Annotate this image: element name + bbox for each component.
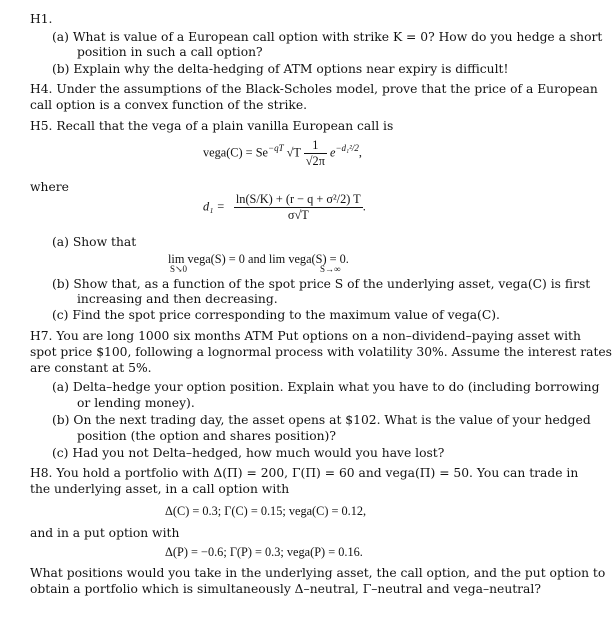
limit-2-subscript: S→∞ xyxy=(320,264,341,274)
h5-question-b-cont: increasing and then decreasing. xyxy=(77,292,278,306)
h1-question-a-cont: position in such a call option? xyxy=(77,45,263,59)
d1-fraction xyxy=(234,192,363,223)
vega-e: e xyxy=(329,145,336,160)
h5-question-c: (c) Find the spot price corresponding to the maximum value of vega(C). xyxy=(52,308,500,322)
h7-question-b: (b) On the next trading day, the asset opens at $102. What is the value of your hedged xyxy=(52,413,591,427)
d1-numerator: ln(S/K) + (r − q + σ²/2) T xyxy=(235,192,361,206)
h1-title: H1. xyxy=(30,12,53,26)
h4-line-1: H4. Under the assumptions of the Black-Scholes model, prove that the price of a European xyxy=(30,82,598,96)
h5-question-a: (a) Show that xyxy=(52,235,137,249)
vega-fraction xyxy=(304,138,327,169)
vega-formula: vega(C) = $Se^{-qT}$ √T $\frac{1}{√2\pi}$ $e^{-d_1^2/2}$, xyxy=(203,138,362,168)
h7-line-2: spot price $100, following a lognormal process with volatility 30%. Assume the interest rates xyxy=(30,345,612,359)
h8-question-1: What positions would you take in the underlying asset, the call option, and the put option to xyxy=(30,566,606,580)
d1-denominator: σ√T xyxy=(287,208,309,222)
h1-question-b: (b) Explain why the delta-hedging of ATM options near expiry is difficult! xyxy=(52,62,509,76)
where-label: where xyxy=(30,180,69,194)
put-intro: and in a put option with xyxy=(30,526,180,540)
d1-formula: d₁ = $\frac{\text{ln(S/K) + (r − q + σ²/2) T}}{\sigma√T}$ . xyxy=(203,192,366,222)
h4-line-2: call option is a convex function of the strike. xyxy=(30,98,308,112)
d1-lhs: d₁ = xyxy=(203,199,225,214)
h7-line-1: H7. You are long 1000 six months ATM Put options on a non–dividend–paying asset with xyxy=(30,329,581,343)
vega-exp: −qT xyxy=(268,143,284,154)
vega-sqrt-t: √T xyxy=(286,145,301,160)
vega-fraction-den: √2π xyxy=(305,154,325,168)
h8-line-2: the underlying asset, in a call option with xyxy=(30,482,290,496)
h8-question-2: obtain a portfolio which is simultaneously Δ–neutral, Γ–neutral and vega–neutral? xyxy=(30,582,541,596)
h8-line-1: H8. You hold a portfolio with Δ(Π) = 200, Γ(Π) = 60 and vega(Π) = 50. You can trade in xyxy=(30,466,579,480)
h5-question-b: (b) Show that, as a function of the spot price S of the underlying asset, vega(C) is first xyxy=(52,277,591,291)
call-greeks: Δ(C) = 0.3; Γ(C) = 0.15; vega(C) = 0.12, xyxy=(165,504,367,518)
h1-question-a: (a) What is value of a European call option with strike K = 0? How do you hedge a short xyxy=(52,30,603,44)
vega-e-exp: −d₁²/2 xyxy=(335,143,359,154)
h5-intro: H5. Recall that the vega of a plain vanilla European call is xyxy=(30,119,394,133)
vega-fraction-num: 1 xyxy=(304,138,327,154)
put-greeks: Δ(P) = −0.6; Γ(P) = 0.3; vega(P) = 0.16. xyxy=(165,545,363,559)
limit-1-subscript: S↘0 xyxy=(170,264,188,274)
h7-question-b-cont: position (the option and shares position)? xyxy=(77,429,336,443)
vega-lhs: vega(C) = Se xyxy=(203,145,268,160)
h7-question-c: (c) Had you not Delta–hedged, how much would you have lost? xyxy=(52,446,445,460)
h7-question-a-cont: or lending money). xyxy=(77,396,195,410)
limit-statement: lim vega(S) = 0 and lim vega(S) = 0. xyxy=(168,252,349,266)
h7-line-3: are constant at 5%. xyxy=(30,361,152,375)
h7-question-a: (a) Delta–hedge your option position. Explain what you have to do (including borrowing xyxy=(52,380,600,394)
